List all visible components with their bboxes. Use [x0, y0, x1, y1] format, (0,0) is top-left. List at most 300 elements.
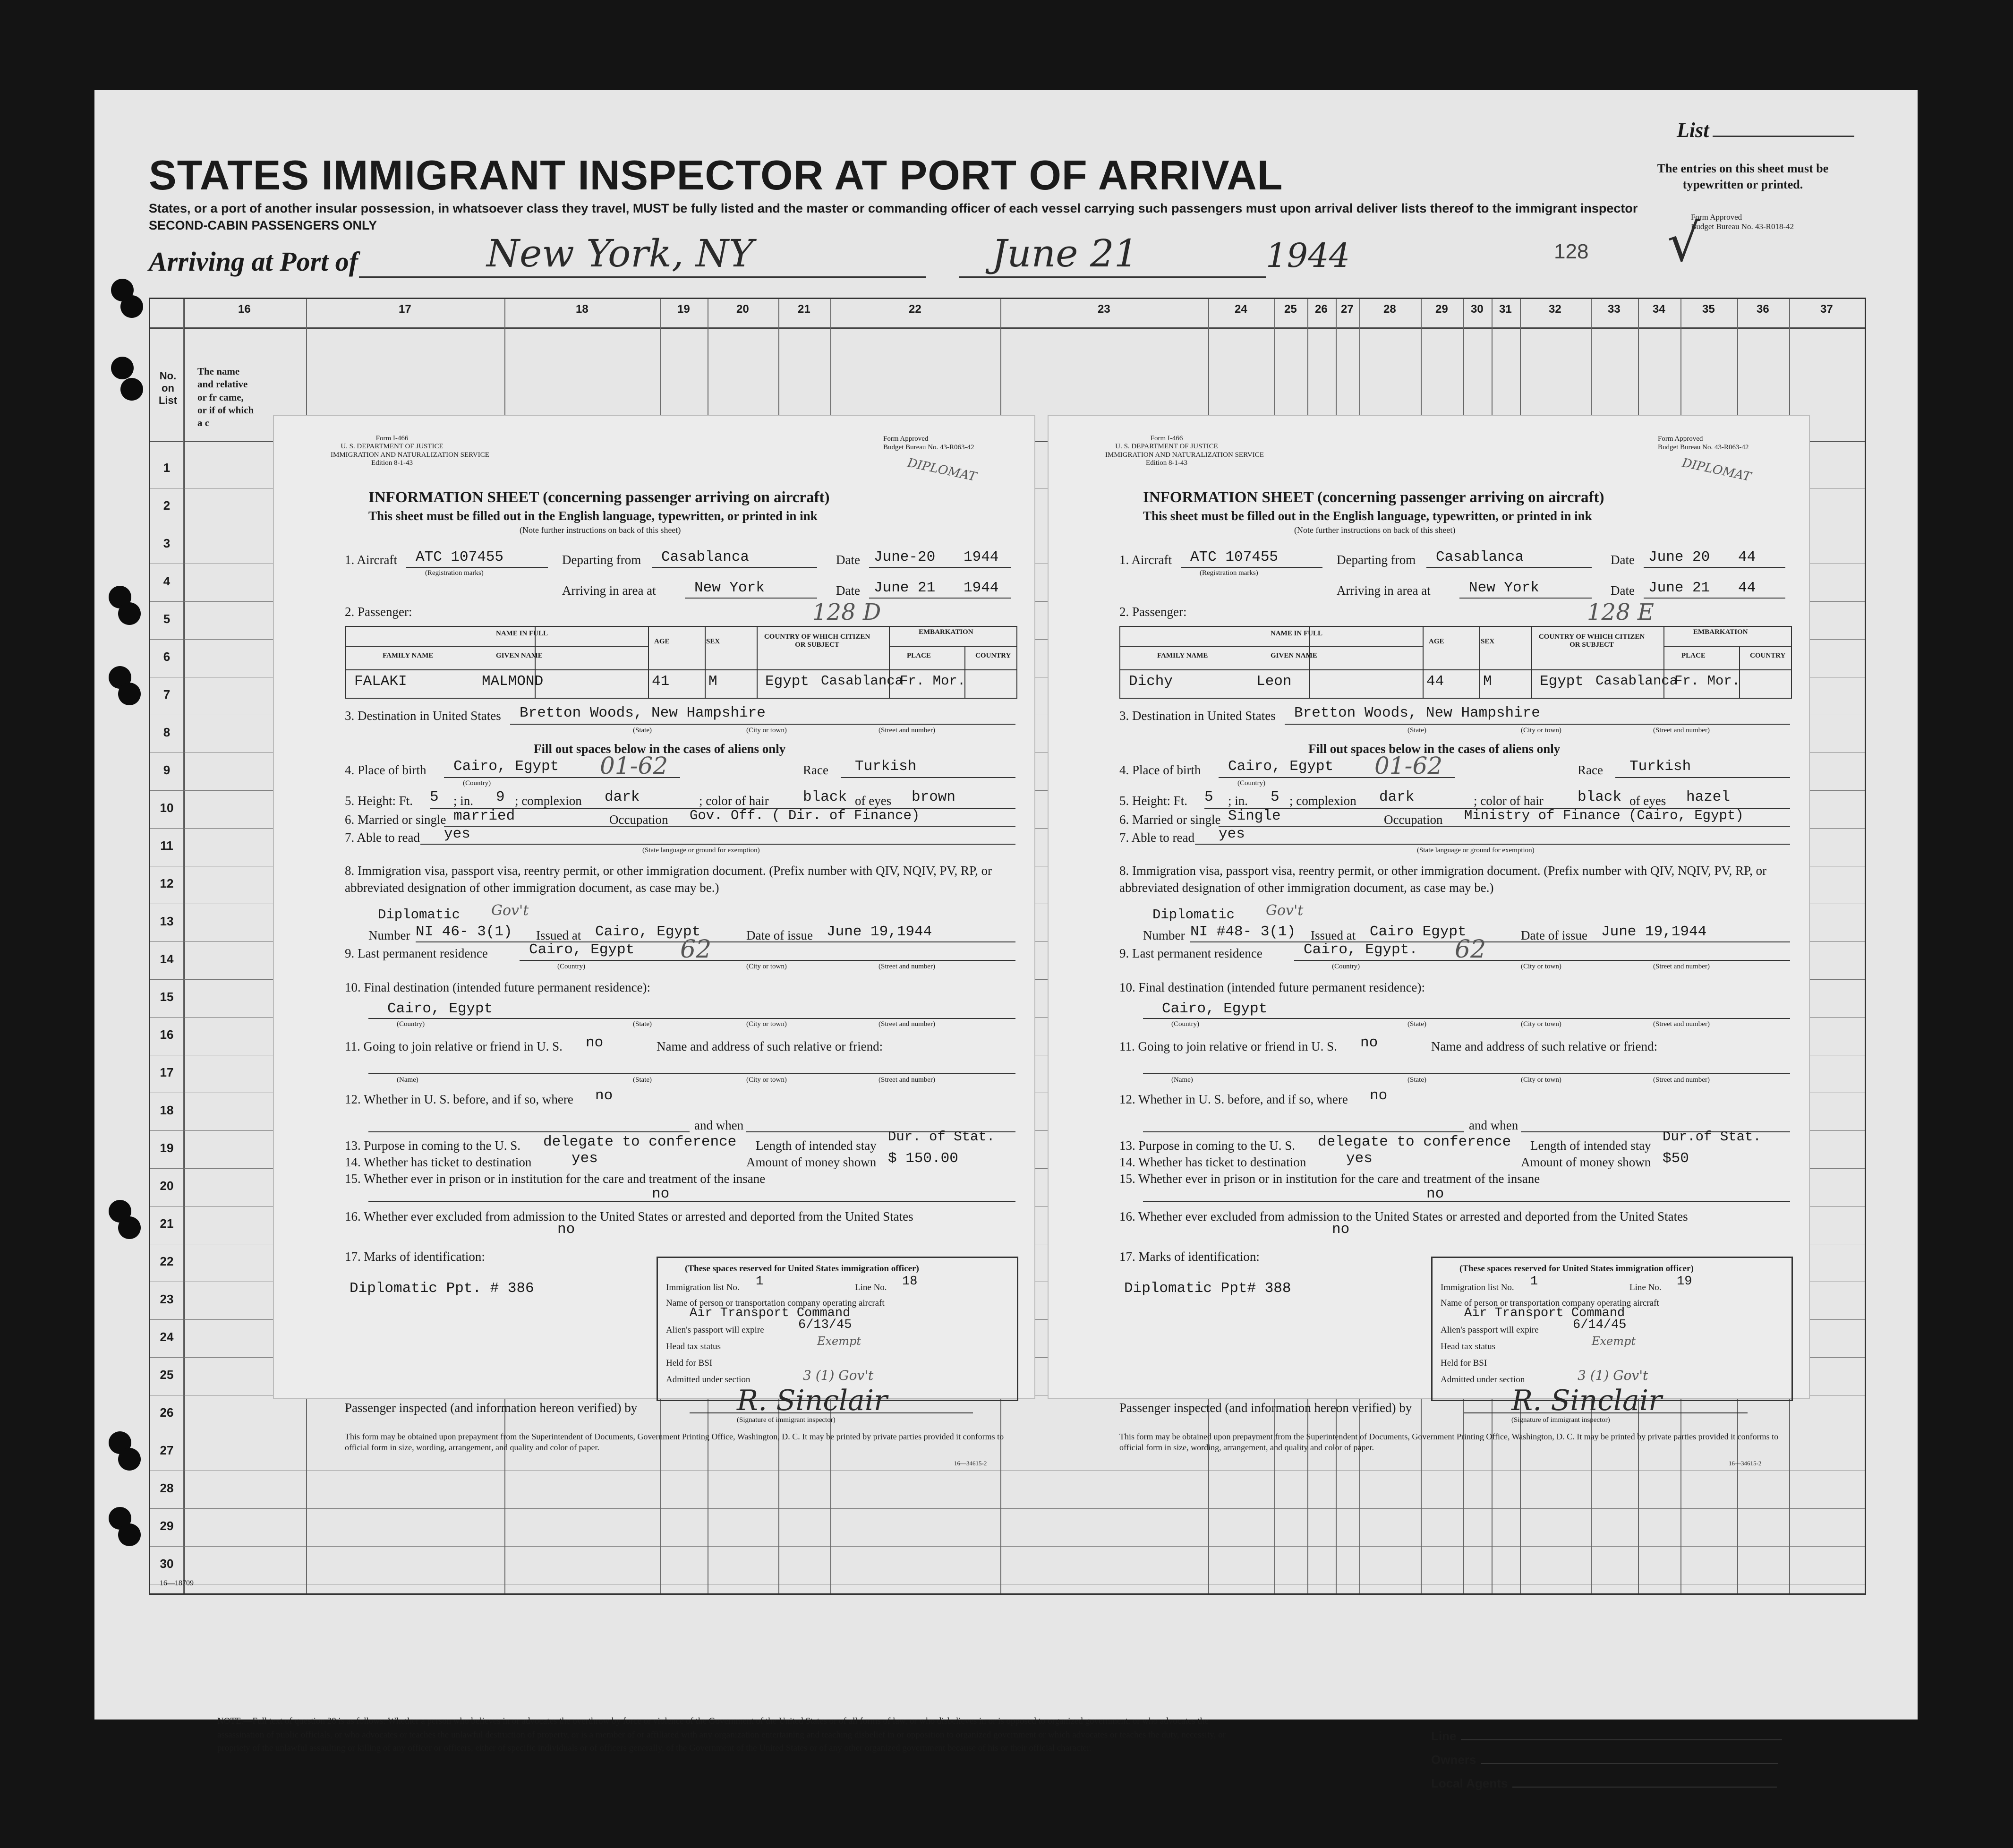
- column-number: 27: [1341, 303, 1354, 316]
- passenger-number: 128 E: [1587, 599, 1654, 625]
- officer-section-label: Admitted under section: [666, 1375, 751, 1385]
- officer-box-title: (These spaces reserved for United States immigration officer): [1459, 1264, 1694, 1274]
- footer-owners-label: Owners: [1431, 1753, 1778, 1767]
- column-number: 31: [1499, 303, 1512, 316]
- sheet-form-number: 16—34615-2: [1729, 1460, 1762, 1467]
- city-sub: (City or town): [746, 727, 787, 734]
- arrive-date-value: June 21: [1648, 580, 1710, 596]
- column-number: 21: [798, 303, 810, 316]
- given-name-value: MALMOND: [482, 673, 544, 690]
- row-number: 8: [163, 725, 171, 739]
- class-line: SECOND-CABIN PASSENGERS ONLY: [149, 218, 377, 232]
- passenger-number: 128 D: [812, 599, 881, 625]
- citizenship-header: COUNTRY OF WHICH CITIZEN OR SUBJECT: [764, 633, 870, 649]
- column-number: 37: [1820, 303, 1833, 316]
- street-sub: (Street and number): [879, 727, 935, 734]
- height-in-value: 5: [1271, 789, 1279, 805]
- money-label: Amount of money shown: [1521, 1155, 1651, 1169]
- binder-hole: [118, 1523, 141, 1546]
- residence-country-sub: (Country): [1332, 963, 1360, 970]
- final-destination-label: 10. Final destination (intended future permanent residence):: [345, 980, 651, 994]
- married-label: 6. Married or single: [1119, 813, 1221, 827]
- information-sheet-dichy: [1049, 416, 1809, 1398]
- money-label: Amount of money shown: [746, 1155, 877, 1169]
- document-number-value: NI 46- 3(1): [416, 924, 512, 940]
- embarkation-header: EMBARKATION: [1693, 628, 1748, 636]
- residence-label: 9. Last permanent residence: [345, 946, 488, 960]
- issued-at-label: Issued at: [536, 928, 581, 942]
- embark-place-header: PLACE: [907, 652, 931, 659]
- residence-value: Cairo, Egypt.: [1304, 941, 1418, 958]
- money-value: $50: [1663, 1150, 1689, 1167]
- embark-country-header: COUNTRY: [975, 652, 1011, 659]
- departing-value: Casablanca: [1436, 549, 1524, 565]
- residence-code: 62: [1455, 935, 1486, 964]
- officer-box-title: (These spaces reserved for United States immigration officer): [685, 1264, 919, 1274]
- arrive-date-value: June 21: [874, 580, 936, 596]
- issued-at-value: Cairo, Egypt: [595, 924, 701, 940]
- complexion-label: ; complexion: [1289, 794, 1356, 808]
- registration-label: (Registration marks): [1200, 569, 1258, 577]
- stay-value: Dur. of Stat.: [888, 1129, 995, 1145]
- family-name-value: FALAKI: [354, 673, 407, 690]
- column-number: 26: [1315, 303, 1328, 316]
- residence-street-sub: (Street and number): [879, 963, 935, 970]
- before-label: 12. Whether in U. S. before, and if so, where: [1119, 1092, 1348, 1106]
- inspector-signature: R. Sinclair: [1511, 1384, 1662, 1417]
- occupation-label: Occupation: [609, 813, 668, 827]
- officer-section-value: 3 (1) Gov't: [1578, 1368, 1648, 1383]
- embark-country-value: Fr. Mor.: [900, 673, 966, 689]
- column-number: 18: [576, 303, 589, 316]
- document-note: Gov't: [1266, 902, 1304, 919]
- final-state-sub: (State): [1407, 1020, 1426, 1028]
- language-sub: (State language or ground for exemption): [642, 847, 760, 854]
- sheet-note: (Note further instructions on back of this sheet): [1294, 525, 1456, 535]
- row-number: 30: [160, 1557, 174, 1571]
- sheet-footer: This form may be obtained upon prepayment from the Superintendent of Documents, Government Printing Office, Washington, D. C. It may be printed by private parties provided it conforms to official form in size, wording, arrangement, and quality and color of paper.: [345, 1432, 1004, 1452]
- excluded-label: 16. Whether ever excluded from admission to the United States or arrested and deported from the United States: [1119, 1209, 1688, 1223]
- column-number: 24: [1235, 303, 1247, 316]
- row-number: 20: [160, 1179, 174, 1193]
- row-number: 6: [163, 650, 171, 664]
- officer-list-label: Immigration list No.: [666, 1283, 740, 1292]
- port-handwritten: New York, NY: [486, 231, 754, 275]
- visa-label: 8. Immigration visa, passport visa, reentry permit, or other immigration document. (Prefix number with QIV, NQIV, PV, RP, or abbreviated designation of other immigration document, as case may be.): [345, 864, 992, 895]
- birth-label: 4. Place of birth: [345, 763, 426, 777]
- residence-city-sub: (City or town): [1521, 963, 1561, 970]
- row-number: 13: [160, 914, 174, 928]
- residence-value: Cairo, Egypt: [529, 941, 635, 958]
- height-label: 5. Height: Ft.: [345, 794, 413, 808]
- row-number: 9: [163, 763, 171, 777]
- height-label: 5. Height: Ft.: [1119, 794, 1188, 808]
- row-number: 17: [160, 1065, 174, 1079]
- given-name-header: GIVEN NAME: [496, 652, 543, 659]
- state-sub: (State): [1407, 727, 1426, 734]
- residence-code: 62: [680, 935, 712, 964]
- relative-name-sub: (Name): [397, 1076, 418, 1084]
- read-value: yes: [1219, 826, 1245, 842]
- date-handwritten: June 21: [992, 231, 1138, 275]
- sex-header: SEX: [1481, 638, 1495, 645]
- footnote-question-28: NOTE.—Full text of question 28 is as follows: Whether a person who believes in or advocates the overthrow by force or violence of the Government of the United States or of all forms of law, or who disbelieves in or is opposed to organized government, or who advocates the assassination of public officials, or who advocates or teaches the unlawful destruction of property, or is a member of or affiliated with any organization entertaining and teaching disbelief in or opposition to organized government or which advocates or teaches the duty, necessity, or propriety of the unlawful assaulting or killing of any officer or officers, either of specific individuals or of officers generally, of the Government of the United States or of any other organized government because of his or their official character.: [217, 1716, 1226, 1753]
- citizenship-header: COUNTRY OF WHICH CITIZEN OR SUBJECT: [1538, 633, 1645, 649]
- birth-country-sub: (Country): [1237, 779, 1266, 787]
- diplomat-stamp: DIPLOMAT: [906, 455, 978, 485]
- read-value: yes: [444, 826, 470, 842]
- binder-hole: [118, 602, 141, 625]
- column-number: 19: [677, 303, 690, 316]
- birth-value: Cairo, Egypt: [1228, 758, 1334, 775]
- inspected-label: Passenger inspected (and information hereon verified) by: [1119, 1401, 1412, 1415]
- column-number: 29: [1435, 303, 1448, 316]
- join-value: no: [1360, 1035, 1378, 1051]
- binder-hole: [111, 357, 134, 379]
- age-value: 44: [1426, 673, 1444, 690]
- row-number: 12: [160, 876, 174, 890]
- row-number: 11: [160, 838, 173, 853]
- destination-value: Bretton Woods, New Hampshire: [520, 705, 766, 721]
- height-in-label: ; in.: [453, 794, 474, 808]
- birth-code: 01-62: [600, 752, 668, 779]
- aliens-only-note: Fill out spaces below in the cases of aliens only: [1308, 742, 1561, 756]
- officer-headtax-value: Exempt: [817, 1335, 861, 1348]
- signature-line: [690, 1412, 973, 1413]
- issue-date-label: Date of issue: [1521, 928, 1587, 942]
- issued-at-value: Cairo Egypt: [1370, 924, 1467, 940]
- diplomat-stamp: DIPLOMAT: [1680, 455, 1753, 485]
- form-approved-note: Form Approved Budget Bureau No. 43-R018-42: [1691, 213, 1794, 231]
- binder-hole: [118, 683, 141, 705]
- eyes-value: hazel: [1686, 789, 1731, 805]
- occupation-value: Ministry of Finance (Cairo, Egypt): [1464, 808, 1744, 823]
- street-sub: (Street and number): [1653, 727, 1710, 734]
- embark-place-value: Casablanca: [1595, 673, 1678, 689]
- row-number: 25: [160, 1368, 174, 1382]
- race-label: Race: [1578, 763, 1603, 777]
- sheet-form-number: 16—34615-2: [954, 1460, 987, 1467]
- birth-code: 01-62: [1374, 752, 1443, 779]
- row-number: 18: [160, 1103, 174, 1117]
- row-number: 3: [163, 536, 171, 550]
- depart-date-value: June-20: [874, 549, 936, 565]
- birth-country-sub: (Country): [463, 779, 491, 787]
- form-approved: Form Approved Budget Bureau No. 43-R063-42: [1658, 435, 1749, 451]
- final-street-sub: (Street and number): [879, 1020, 935, 1028]
- row-number: 29: [160, 1519, 174, 1533]
- complexion-value: dark: [605, 789, 640, 805]
- departing-label: Departing from: [562, 553, 641, 567]
- form-id: Form I-466 U. S. DEPARTMENT OF JUSTICE IMMIGRATION AND NATURALIZATION SERVICE Edition 8-1-43: [1105, 435, 1264, 467]
- officer-list-value: 1: [1530, 1275, 1538, 1289]
- embark-place-value: Casablanca: [821, 673, 904, 689]
- before-value: no: [1370, 1087, 1388, 1104]
- form-approved: Form Approved Budget Bureau No. 43-R063-42: [883, 435, 974, 451]
- purpose-value: delegate to conference: [1318, 1134, 1511, 1150]
- purpose-label: 13. Purpose in coming to the U. S.: [345, 1138, 520, 1153]
- row-number: 10: [160, 801, 174, 815]
- signature-sub: (Signature of immigrant inspector): [1511, 1416, 1610, 1424]
- ticket-label: 14. Whether has ticket to destination: [1119, 1155, 1306, 1169]
- officer-list-label: Immigration list No.: [1441, 1283, 1514, 1292]
- occupation-label: Occupation: [1384, 813, 1443, 827]
- officer-line-label: Line No.: [1629, 1283, 1662, 1292]
- arriving-value: New York: [1469, 580, 1539, 596]
- marks-label: 17. Marks of identification:: [1119, 1249, 1260, 1264]
- column-number: 22: [909, 303, 921, 316]
- relative-street-sub: (Street and number): [879, 1076, 935, 1084]
- sheet-note: (Note further instructions on back of this sheet): [520, 525, 681, 535]
- officer-company-label: Name of person or transportation company operating aircraft: [666, 1298, 885, 1308]
- row-number: 26: [160, 1405, 174, 1420]
- sex-value: M: [1483, 673, 1492, 690]
- final-city-sub: (City or town): [746, 1020, 787, 1028]
- arriving-label: Arriving at Port of: [149, 246, 358, 277]
- passenger-label: 2. Passenger:: [345, 605, 412, 619]
- and-when-label: and when: [694, 1118, 744, 1132]
- officer-headtax-value: Exempt: [1592, 1335, 1636, 1348]
- date-label-2: Date: [1611, 583, 1635, 598]
- document-type-value: Diplomatic: [1152, 907, 1235, 923]
- residence-country-sub: (Country): [557, 963, 586, 970]
- destination-label: 3. Destination in United States: [1119, 709, 1276, 723]
- final-state-sub: (State): [633, 1020, 652, 1028]
- instruction-line: States, or a port of another insular possession, in whatsoever class they travel, MUST be fully listed and the master or commanding officer of each vessel carrying such passengers must upon arrival deliver lists thereof to the immigrant inspector: [149, 201, 1638, 215]
- final-destination-value: Cairo, Egypt: [387, 1001, 493, 1017]
- height-in-label: ; in.: [1228, 794, 1248, 808]
- column-number: 32: [1549, 303, 1561, 316]
- residence-city-sub: (City or town): [746, 963, 787, 970]
- final-destination-label: 10. Final destination (intended future permanent residence):: [1119, 980, 1425, 994]
- inspector-signature: R. Sinclair: [737, 1384, 887, 1417]
- read-label: 7. Able to read: [345, 830, 420, 845]
- footer-line-label: Line: [1431, 1729, 1782, 1744]
- column-number: 28: [1383, 303, 1396, 316]
- prison-label: 15. Whether ever in prison or in institution for the care and treatment of the insane: [1119, 1172, 1540, 1186]
- officer-section-label: Admitted under section: [1441, 1375, 1525, 1385]
- embark-country-header: COUNTRY: [1750, 652, 1786, 659]
- hair-value: black: [803, 789, 847, 805]
- residence-street-sub: (Street and number): [1653, 963, 1710, 970]
- final-destination-value: Cairo, Egypt: [1162, 1001, 1268, 1017]
- marks-value: Diplomatic Ppt# 388: [1124, 1280, 1291, 1297]
- row-number: 5: [163, 612, 171, 626]
- check-mark: √: [1667, 213, 1701, 273]
- sheet-instruction: This sheet must be filled out in the English language, typewritten, or printed in ink: [368, 509, 818, 523]
- arriving-label: Arriving in area at: [562, 583, 656, 598]
- married-value: Single: [1228, 808, 1281, 824]
- age-header: AGE: [1429, 638, 1444, 645]
- name-in-full-header: NAME IN FULL: [496, 630, 548, 637]
- family-name-header: FAMILY NAME: [383, 652, 434, 659]
- passenger-label: 2. Passenger:: [1119, 605, 1187, 619]
- excluded-value: no: [557, 1221, 575, 1238]
- issue-date-value: June 19,1944: [1601, 924, 1707, 940]
- no-on-list-header: No. on List: [158, 370, 178, 406]
- registration-label: (Registration marks): [425, 569, 484, 577]
- birth-value: Cairo, Egypt: [453, 758, 559, 775]
- departing-value: Casablanca: [661, 549, 750, 565]
- column-number: 35: [1702, 303, 1715, 316]
- row-number: 27: [160, 1443, 174, 1457]
- binder-hole: [120, 295, 143, 318]
- officer-expire-label: Alien's passport will expire: [666, 1325, 764, 1335]
- row-number: 7: [163, 687, 171, 702]
- list-number: 128: [1554, 240, 1589, 263]
- row-number: 19: [160, 1141, 174, 1155]
- relative-city-sub: (City or town): [1521, 1076, 1561, 1084]
- officer-expire-label: Alien's passport will expire: [1441, 1325, 1539, 1335]
- arrive-year-value: 1944: [964, 580, 999, 596]
- prison-label: 15. Whether ever in prison or in institution for the care and treatment of the insane: [345, 1172, 766, 1186]
- column-number: 33: [1608, 303, 1621, 316]
- final-city-sub: (City or town): [1521, 1020, 1561, 1028]
- depart-year-value: 44: [1738, 549, 1756, 565]
- family-name-header: FAMILY NAME: [1157, 652, 1208, 659]
- visa-label: 8. Immigration visa, passport visa, reentry permit, or other immigration document. (Prefix number with QIV, NQIV, PV, RP, or abbreviated designation of other immigration document, as case may be.): [1119, 864, 1767, 895]
- aircraft-label: 1. Aircraft: [345, 553, 397, 567]
- sheet-instruction: This sheet must be filled out in the English language, typewritten, or printed in ink: [1143, 509, 1592, 523]
- race-value: Turkish: [855, 758, 917, 775]
- officer-company-value: Air Transport Command: [690, 1306, 851, 1320]
- ticket-value: yes: [571, 1150, 598, 1167]
- column-number: 25: [1284, 303, 1297, 316]
- purpose-label: 13. Purpose in coming to the U. S.: [1119, 1138, 1295, 1153]
- married-label: 6. Married or single: [345, 813, 446, 827]
- destination-value: Bretton Woods, New Hampshire: [1294, 705, 1540, 721]
- row-number: 14: [160, 952, 174, 966]
- issued-at-label: Issued at: [1311, 928, 1356, 942]
- row-number: 28: [160, 1481, 174, 1495]
- relative-city-sub: (City or town): [746, 1076, 787, 1084]
- officer-company-label: Name of person or transportation company operating aircraft: [1441, 1298, 1659, 1308]
- grid-form-code: 16—18709: [160, 1579, 194, 1587]
- occupation-value: Gov. Off. ( Dir. of Finance): [690, 808, 920, 823]
- column-number: 17: [399, 303, 411, 316]
- aircraft-value: ATC 107455: [1190, 549, 1279, 565]
- number-label: Number: [1143, 928, 1185, 942]
- city-sub: (City or town): [1521, 727, 1561, 734]
- language-sub: (State language or ground for exemption): [1417, 847, 1535, 854]
- married-value: married: [453, 808, 515, 824]
- document-type-value: Diplomatic: [378, 907, 461, 923]
- hair-label: ; color of hair: [699, 794, 769, 808]
- citizenship-value: Egypt: [1540, 673, 1584, 690]
- and-when-label: and when: [1469, 1118, 1518, 1132]
- date-label-2: Date: [836, 583, 860, 598]
- join-value: no: [586, 1035, 604, 1051]
- final-street-sub: (Street and number): [1653, 1020, 1710, 1028]
- date-label: Date: [1611, 553, 1635, 567]
- length-of-stay-label: Length of intended stay: [1530, 1138, 1651, 1153]
- arriving-value: New York: [694, 580, 765, 596]
- eyes-label: of eyes: [1629, 794, 1666, 808]
- row-number: 4: [163, 574, 171, 588]
- eyes-label: of eyes: [855, 794, 892, 808]
- race-label: Race: [803, 763, 828, 777]
- year-handwritten: 1944: [1266, 236, 1350, 275]
- residence-label: 9. Last permanent residence: [1119, 946, 1262, 960]
- join-label: 11. Going to join relative or friend in U. S.: [345, 1039, 563, 1053]
- officer-headtax-label: Head tax status: [666, 1342, 721, 1352]
- officer-line-value: 18: [902, 1275, 918, 1289]
- sex-header: SEX: [706, 638, 720, 645]
- marks-label: 17. Marks of identification:: [345, 1249, 485, 1264]
- birth-label: 4. Place of birth: [1119, 763, 1201, 777]
- row-number: 21: [160, 1216, 174, 1231]
- relative-street-sub: (Street and number): [1653, 1076, 1710, 1084]
- officer-headtax-label: Head tax status: [1441, 1342, 1496, 1352]
- officer-line-label: Line No.: [855, 1283, 887, 1292]
- name-address-label: Name and address of such relative or friend:: [657, 1039, 883, 1053]
- depart-date-value: June 20: [1648, 549, 1710, 565]
- row-number: 1: [163, 461, 171, 475]
- row-number: 24: [160, 1330, 174, 1344]
- document-note: Gov't: [491, 902, 529, 919]
- hair-label: ; color of hair: [1474, 794, 1544, 808]
- typewritten-notice: The entries on this sheet must be typewritten or printed.: [1657, 162, 1829, 191]
- officer-bsi-label: Held for BSI: [666, 1358, 713, 1368]
- manifest-page: [94, 90, 1918, 1790]
- row-number: 22: [160, 1254, 174, 1268]
- binder-hole: [118, 1216, 141, 1239]
- money-value: $ 150.00: [888, 1150, 958, 1167]
- race-value: Turkish: [1629, 758, 1691, 775]
- embark-place-header: PLACE: [1681, 652, 1706, 659]
- length-of-stay-label: Length of intended stay: [756, 1138, 877, 1153]
- arriving-label: Arriving in area at: [1337, 583, 1431, 598]
- footer-agents-label: Local Agents: [1431, 1776, 1777, 1791]
- relative-state-sub: (State): [633, 1076, 652, 1084]
- column-number: 36: [1757, 303, 1769, 316]
- citizenship-value: Egypt: [765, 673, 810, 690]
- page-title: STATES IMMIGRANT INSPECTOR AT PORT OF ARRIVAL: [149, 152, 1283, 198]
- list-label: List: [1677, 118, 1854, 142]
- row-number: 15: [160, 990, 174, 1004]
- officer-bsi-label: Held for BSI: [1441, 1358, 1487, 1368]
- join-label: 11. Going to join relative or friend in U. S.: [1119, 1039, 1337, 1053]
- departing-label: Departing from: [1337, 553, 1416, 567]
- embarkation-header: EMBARKATION: [919, 628, 973, 636]
- number-label: Number: [368, 928, 410, 942]
- officer-line-value: 19: [1677, 1275, 1692, 1289]
- given-name-value: Leon: [1256, 673, 1292, 690]
- stay-value: Dur.of Stat.: [1663, 1129, 1761, 1145]
- final-country-sub: (Country): [1171, 1020, 1200, 1028]
- excluded-value: no: [1332, 1221, 1350, 1238]
- officer-section-value: 3 (1) Gov't: [803, 1368, 874, 1383]
- sheet-title: INFORMATION SHEET (concerning passenger arriving on aircraft): [368, 489, 830, 506]
- read-label: 7. Able to read: [1119, 830, 1194, 845]
- complexion-value: dark: [1379, 789, 1415, 805]
- depart-year-value: 1944: [964, 549, 999, 565]
- eyes-value: brown: [912, 789, 956, 805]
- document-number-value: NI #48- 3(1): [1190, 924, 1296, 940]
- officer-expire-value: 6/13/45: [798, 1318, 852, 1332]
- aircraft-label: 1. Aircraft: [1119, 553, 1172, 567]
- row-number: 16: [160, 1027, 174, 1042]
- officer-list-value: 1: [756, 1275, 764, 1289]
- final-country-sub: (Country): [397, 1020, 425, 1028]
- age-value: 41: [652, 673, 670, 690]
- height-ft-value: 5: [430, 789, 439, 805]
- name-address-label: Name and address of such relative or friend:: [1431, 1039, 1658, 1053]
- given-name-header: GIVEN NAME: [1271, 652, 1317, 659]
- issue-date-label: Date of issue: [746, 928, 813, 942]
- name-in-full-header: NAME IN FULL: [1271, 630, 1323, 637]
- age-header: AGE: [654, 638, 670, 645]
